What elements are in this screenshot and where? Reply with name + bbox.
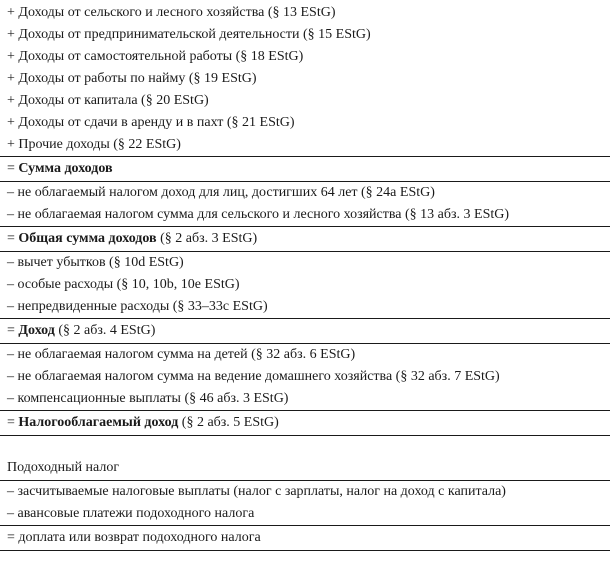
income-source-row: + Доходы от сельского и лесного хозяйства (§ 13 EStG) xyxy=(7,5,336,20)
tax-deductions-section xyxy=(0,481,610,525)
tax-result-row: = доплата или возврат подоходного налога xyxy=(7,530,261,545)
deduction-row: – засчитываемые налоговые выплаты (налог с зарплаты, налог на доход с капитала) xyxy=(7,484,506,499)
income-label: Доход xyxy=(18,323,55,338)
taxable-income-ref: (§ 2 абз. 5 EStG) xyxy=(178,415,279,430)
deduction-row: – особые расходы (§ 10, 10b, 10e EStG) xyxy=(7,277,240,292)
income-deductions-section xyxy=(0,344,610,410)
income-sources-section xyxy=(0,0,610,156)
income-source-row: + Доходы от работы по найму (§ 19 EStG) xyxy=(7,71,257,86)
deduction-row: – не облагаемый налогом доход для лиц, достигших 64 лет (§ 24a EStG) xyxy=(7,185,435,200)
taxable-income-prefix: = xyxy=(7,415,19,430)
tax-title: Подоходный налог xyxy=(7,460,120,475)
sum-income-label: Сумма доходов xyxy=(18,161,113,176)
sum-deductions-section xyxy=(0,182,610,226)
deduction-row: – компенсационные выплаты (§ 46 абз. 3 EStG) xyxy=(7,391,289,406)
deduction-row: – непредвиденные расходы (§ 33–33c EStG) xyxy=(7,299,268,314)
income-prefix: = xyxy=(7,323,19,338)
income-ref: (§ 2 абз. 4 EStG) xyxy=(54,323,156,338)
taxable-income-row xyxy=(0,411,610,435)
income-source-row: + Доходы от капитала (§ 20 EStG) xyxy=(7,93,209,108)
sum-income-prefix: = xyxy=(7,161,19,176)
total-income-row xyxy=(0,227,610,251)
deduction-row: – не облагаемая налогом сумма на детей (§ 32 абз. 6 EStG) xyxy=(7,347,356,362)
income-source-row: + Доходы от предпринимательской деятельности (§ 15 EStG) xyxy=(7,27,371,42)
income-row xyxy=(0,319,610,343)
taxable-income-label: Налогооблагаемый доход xyxy=(18,415,179,430)
spacer xyxy=(0,436,610,456)
deduction-row: – вычет убытков (§ 10d EStG) xyxy=(7,255,184,270)
income-source-row: + Доходы от сдачи в аренду и в пахт (§ 21 EStG) xyxy=(7,115,295,130)
deduction-row: – авансовые платежи подоходного налога xyxy=(7,506,255,521)
total-income-label: Общая сумма доходов xyxy=(18,231,157,246)
total-income-prefix: = xyxy=(7,231,19,246)
total-deductions-section xyxy=(0,252,610,318)
deduction-row: – не облагаемая налогом сумма для сельского и лесного хозяйства (§ 13 абз. 3 EStG) xyxy=(7,207,510,222)
sum-income-row xyxy=(0,157,610,181)
divider xyxy=(0,550,610,551)
deduction-row: – не облагаемая налогом сумма на ведение домашнего хозяйства (§ 32 абз. 7 EStG) xyxy=(7,369,500,384)
income-source-row: + Доходы от самостоятельной работы (§ 18 EStG) xyxy=(7,49,304,64)
income-source-row: + Прочие доходы (§ 22 EStG) xyxy=(7,137,181,152)
total-income-ref: (§ 2 абз. 3 EStG) xyxy=(156,231,258,246)
